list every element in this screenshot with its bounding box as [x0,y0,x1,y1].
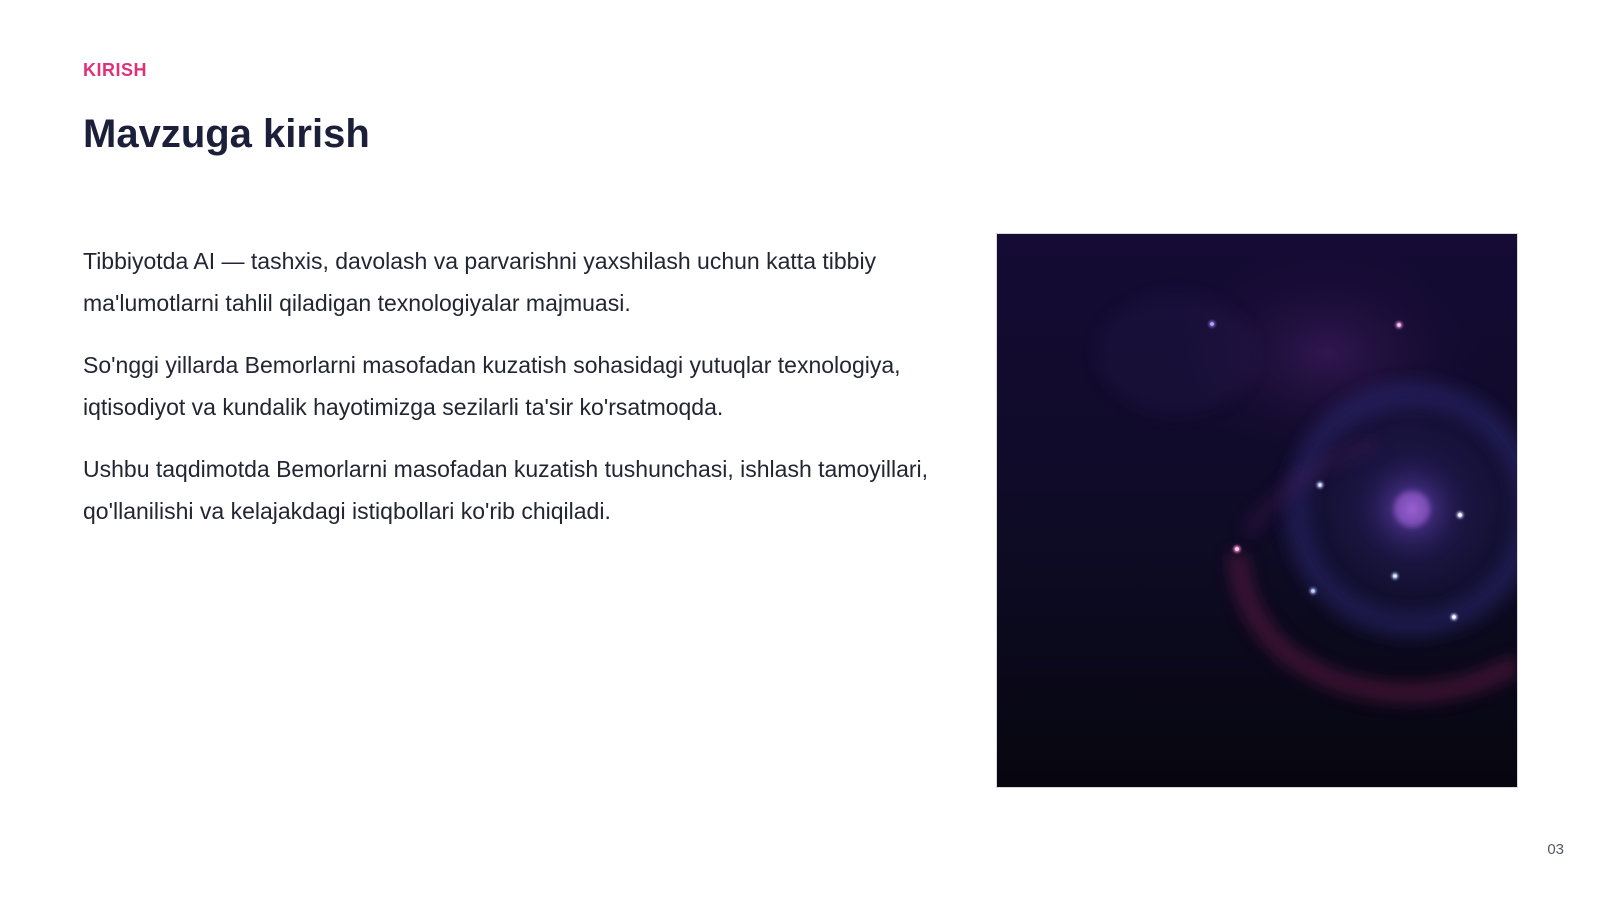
cosmic-illustration [996,233,1518,788]
page-number: 03 [1547,841,1564,858]
paragraph-2: So'nggi yillarda Bemorlarni masofadan kuzatish sohasidagi yutuqlar texnologiya, iqtisodiyot va kundalik hayotimizga sezilarli ta'sir ko'rsatmoqda. [83,352,901,420]
slide-title: Mavzuga kirish [83,112,370,156]
body-text [83,240,953,552]
section-label: KIRISH [83,60,148,80]
cosmic-illustration-graphic [997,234,1517,787]
paragraph-1: Tibbiyotda AI — tashxis, davolash va parvarishni yaxshilash uchun katta tibbiy ma'lumotlarni tahlil qiladigan texnologiyalar majmuasi. [83,248,877,316]
paragraph-3: Ushbu taqdimotda Bemorlarni masofadan kuzatish tushunchasi, ishlash tamoyillari, qo'llanilishi va kelajakdagi istiqbollari ko'rib chiqiladi. [83,456,929,524]
